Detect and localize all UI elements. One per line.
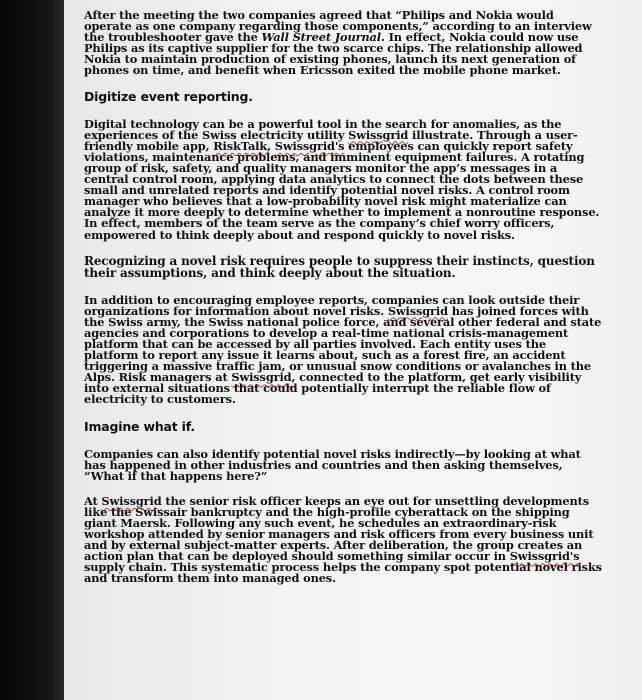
spellcheck-word: Swissgrid's <box>509 549 580 564</box>
paragraph-philips-nokia: After the meeting the two companies agreed that “Philips and Nokia would operate as one company regarding those components,” according to an interview the troubleshooter gave the Wall Street Journal. In effect, Nokia could now use Philips as its captive supplier for the two scarce chips. The relationship allowed Nokia to maintain production of existing phones, launch its next generation of phones on time, and benefit when Ericsson exited the mobile phone market. <box>84 8 592 78</box>
article-body <box>84 10 604 599</box>
section-heading-digitize: Digitize event reporting. <box>84 88 253 104</box>
paragraph-external-platform: In addition to encouraging employee reports, companies can look outside their organizations for information about novel risks. Swissgrid has joined forces with the Swiss army, the Swiss national police force, and several other federal and state agencies and corporations to develop a real-time national crisis-management platform that can be accessed by all parties involved. Each entity uses the platform to report any issue it learns about, such as a forest fire, an accident triggering a massive traffic jam, or unusual snow conditions or avalanches in the Alps. Risk managers at Swissgrid, connected to the platform, get early visibility into external situations that could potentially interrupt the reliable flow of electricity to customers. <box>84 292 602 407</box>
spellcheck-word: Swissgrid <box>348 127 409 142</box>
publication-name: Wall Street Journal. <box>261 30 385 45</box>
paragraph-swissgrid-risktalk: Digital technology can be a powerful tool in the search for anomalies, as the experiences of the Swiss electricity utility Swissgrid illustrate. Through a user-friendly mobile app, RiskTalk, Swissgrid's employees can quickly report safety violations, maintenance problems, and imminent equipment failures. A rotating group of risk, safety, and quality managers monitor the app’s messages in a central control room, applying data analytics to connect the dots between these small and unrelated reports and identify potential novel risks. A control room manager who believes that a low-probability novel risk might materialize can analyze it more deeply to determine whether to implement a nonroutine response. In effect, members of the team serve as the company’s chief worry officers, empowered to think deeply about and respond quickly to novel risks. <box>84 116 600 242</box>
paragraph-risk-workshop: At Swissgrid the senior risk officer keeps an eye out for unsettling developments like the Swissair bankruptcy and the high-profile cyberattack on the shipping giant Maersk. Following any such event, he schedules an extraordinary-risk workshop attended by senior managers and risk officers from every business unit and by external subject-matter experts. After deliberation, the group creates an action plan that can be deployed should something similar occur in Swissgrid's supply chain. This systematic process helps the company spot potential novel risks and transform them into managed ones. <box>84 493 602 586</box>
pull-quote: Recognizing a novel risk requires people to suppress their instincts, question their assumptions, and think deeply about the situation. <box>84 253 595 280</box>
spellcheck-word: RiskTalk <box>213 138 268 153</box>
paragraph-what-if: Companies can also identify potential novel risks indirectly—by looking at what has happened in other industries and countries and then asking themselves, “What if that happens here?” <box>84 446 581 483</box>
spellcheck-word: Swissgrid <box>231 370 292 385</box>
left-dark-margin <box>0 0 64 700</box>
section-heading-imagine: Imagine what if. <box>84 418 195 434</box>
spellcheck-word: Swissgrid's <box>274 138 345 153</box>
spellcheck-word: Swissgrid <box>101 493 162 508</box>
document-page <box>64 0 642 700</box>
spellcheck-word: Swissgrid <box>387 303 448 318</box>
